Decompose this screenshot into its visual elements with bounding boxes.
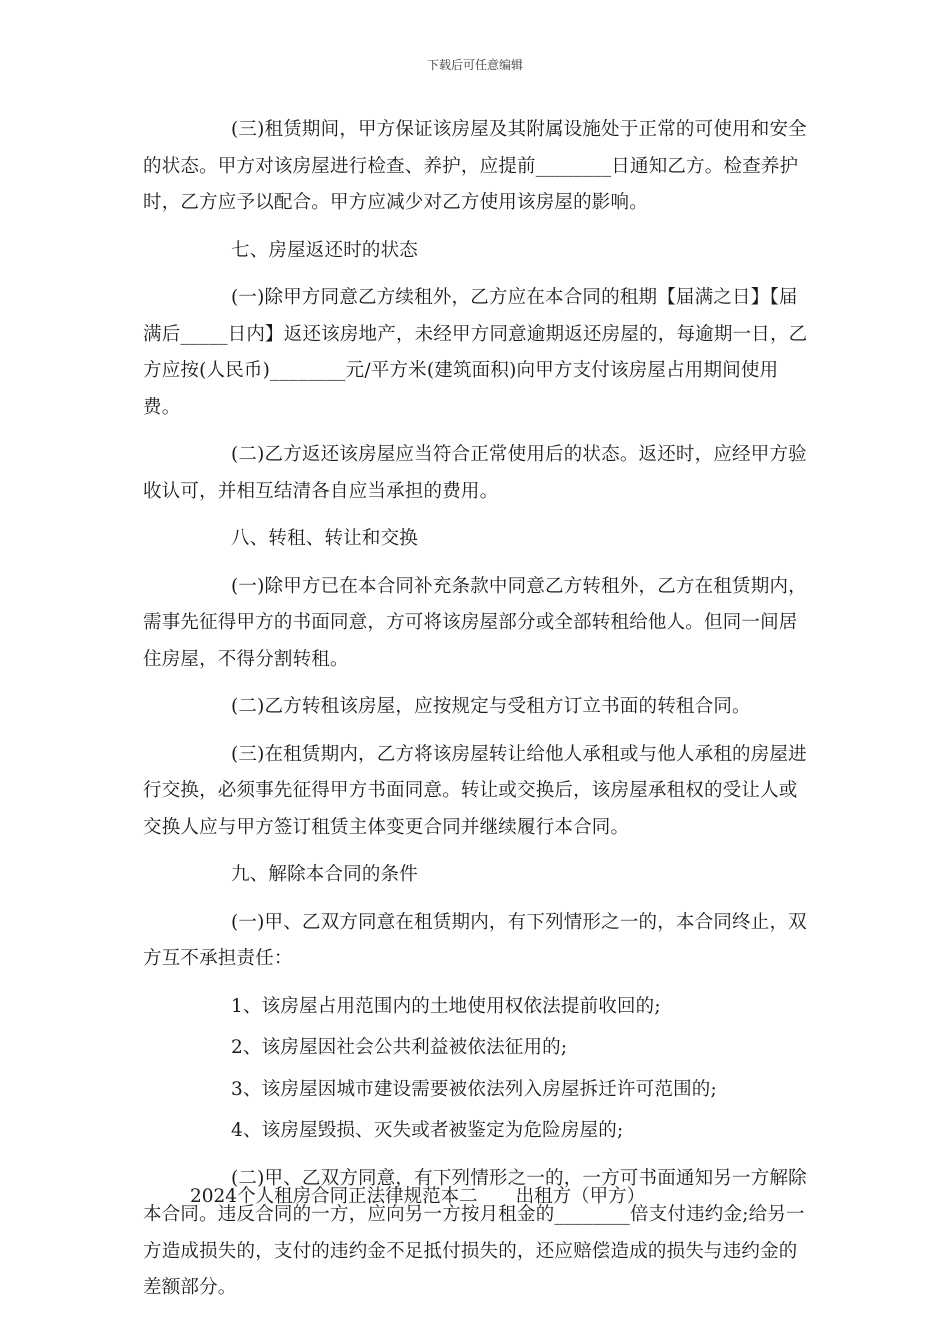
clause-9-1: (一)甲、乙双方同意在租赁期内，有下列情形之一的，本合同终止，双方互不承担责任： [143,911,807,969]
list-item-1: 1、该房屋占用范围内的土地使用权依法提前收回的; [231,995,661,1017]
list-item-3: 3、该房屋因城市建设需要被依法列入房屋拆迁许可范围的; [231,1078,717,1100]
clause-3-inspection: (三)租赁期间，甲方保证该房屋及其附属设施处于正常的可使用和安全的状态。甲方对该房屋进行检查、养护，应提前________日通知乙方。检查养护时，乙方应予以配合。甲方应减少对乙方使用该房屋的影响。 [143,119,807,213]
clause-7-1: (一)除甲方同意乙方续租外，乙方应在本合同的租期【届满之日】【届满后_____日内】返还该房地产，未经甲方同意逾期返还房屋的，每逾期一日，乙方应按(人民币)________元/平方米(建筑面积)向甲方支付该房屋占用期间使用费。 [143,287,808,418]
section-8-heading: 八、转租、转让和交换 [231,528,419,549]
list-item-4: 4、该房屋毁损、灭失或者被鉴定为危险房屋的; [231,1120,624,1141]
next-contract-title: 2024个人租房合同正法律规范本二 [190,1186,478,1207]
list-item-2: 2、该房屋因社会公共利益被依法征用的; [231,1037,568,1058]
section-7-heading: 七、房屋返还时的状态 [231,239,419,261]
lessor-label: 出租方（甲方） [515,1186,646,1207]
clause-7-2: (二)乙方返还该房屋应当符合正常使用后的状态。返还时，应经甲方验收认可，并相互结清各自应当承担的费用。 [143,444,807,502]
document-body [143,112,815,1307]
clause-8-3: (三)在租赁期内，乙方将该房屋转让给他人承租或与他人承租的房屋进行交换，必须事先征得甲方书面同意。转让或交换后，该房屋承租权的受让人或交换人应与甲方签订租赁主体变更合同并继续履行本合同。 [143,743,807,838]
clause-8-2: (二)乙方转租该房屋，应按规定与受租方订立书面的转租合同。 [231,696,751,717]
section-9-heading: 九、解除本合同的条件 [231,864,419,885]
clause-9-2: (二)甲、乙双方同意，有下列情形之一的，一方可书面通知另一方解除本合同。违反合同的一方，应向另一方按月租金的________倍支付违约金;给另一方造成损失的，支付的违约金不足抵付损失的，还应赔偿造成的损失与违约金的差额部分。 [143,1167,807,1298]
clause-8-1: (一)除甲方已在本合同补充条款中同意乙方转租外，乙方在租赁期内，需事先征得甲方的书面同意，方可将该房屋部分或全部转租给他人。但同一间居住房屋，不得分割转租。 [143,575,807,670]
next-contract-line [190,1182,645,1212]
page-header: 下载后可任意编辑 [426,58,523,72]
